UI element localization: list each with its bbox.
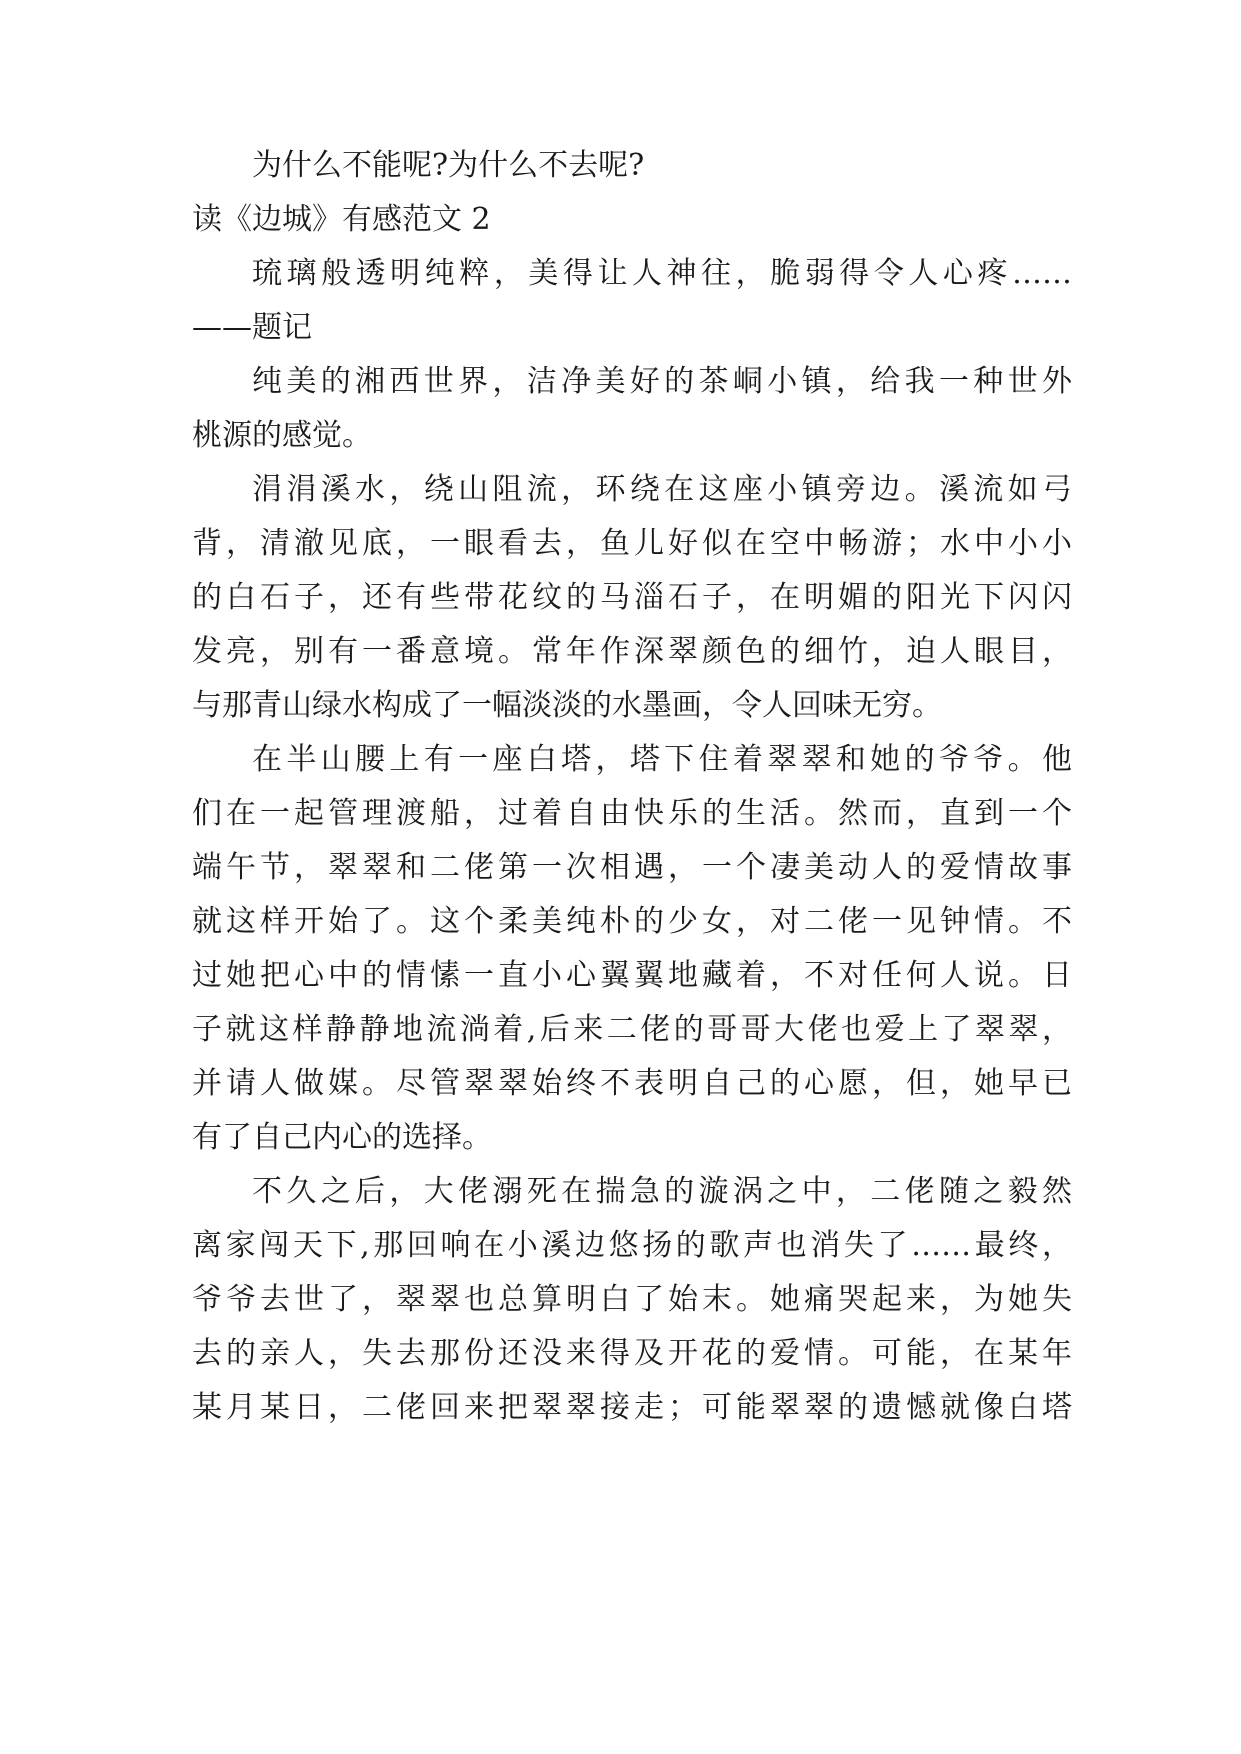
text-line: 不久之后，大佬溺死在揣急的漩涡之中，二佬随之毅然 (252, 1174, 1072, 1209)
text-line: 背，清澈见底，一眼看去，鱼儿好似在空中畅游；水中小小 (192, 526, 1072, 561)
text-line: 们在一起管理渡船，过着自由快乐的生活。然而，直到一个 (192, 796, 1072, 831)
text-line: 琉璃般透明纯粹，美得让人神往，脆弱得令人心疼…… (252, 256, 1072, 291)
text-line: 子就这样静静地流淌着,后来二佬的哥哥大佬也爱上了翠翠， (192, 1012, 1072, 1047)
text-line: ——题记 (192, 310, 312, 345)
text-line: 去的亲人，失去那份还没来得及开花的爱情。可能，在某年 (192, 1336, 1072, 1371)
text-line: 纯美的湘西世界，洁净美好的茶峒小镇，给我一种世外 (252, 364, 1072, 399)
text-line: 某月某日，二佬回来把翠翠接走；可能翠翠的遗憾就像白塔 (192, 1390, 1072, 1425)
text-line: 涓涓溪水，绕山阻流，环绕在这座小镇旁边。溪流如弓 (252, 472, 1072, 507)
text-line: 为什么不能呢?为什么不去呢? (252, 148, 645, 183)
text-line: 与那青山绿水构成了一幅淡淡的水墨画，令人回味无穷。 (192, 688, 942, 723)
text-line: 发亮，别有一番意境。常年作深翠颜色的细竹，迫人眼目， (192, 634, 1072, 669)
text-line: 离家闯天下,那回响在小溪边悠扬的歌声也消失了……最终， (192, 1228, 1072, 1263)
text-line: 桃源的感觉。 (192, 418, 372, 453)
text-line: 有了自己内心的选择。 (192, 1120, 492, 1155)
text-line: 的白石子，还有些带花纹的马淄石子，在明媚的阳光下闪闪 (192, 580, 1072, 615)
text-line: 端午节，翠翠和二佬第一次相遇，一个凄美动人的爱情故事 (192, 850, 1072, 885)
text-line: 爷爷去世了，翠翠也总算明白了始末。她痛哭起来，为她失 (192, 1282, 1072, 1317)
section-heading: 读《边城》有感范文 2 (192, 202, 491, 237)
text-line: 过她把心中的情愫一直小心翼翼地藏着，不对任何人说。日 (192, 958, 1072, 993)
text-line: 就这样开始了。这个柔美纯朴的少女，对二佬一见钟情。不 (192, 904, 1072, 939)
text-line: 并请人做媒。尽管翠翠始终不表明自己的心愿，但，她早已 (192, 1066, 1072, 1101)
text-line: 在半山腰上有一座白塔，塔下住着翠翠和她的爷爷。他 (252, 742, 1072, 777)
